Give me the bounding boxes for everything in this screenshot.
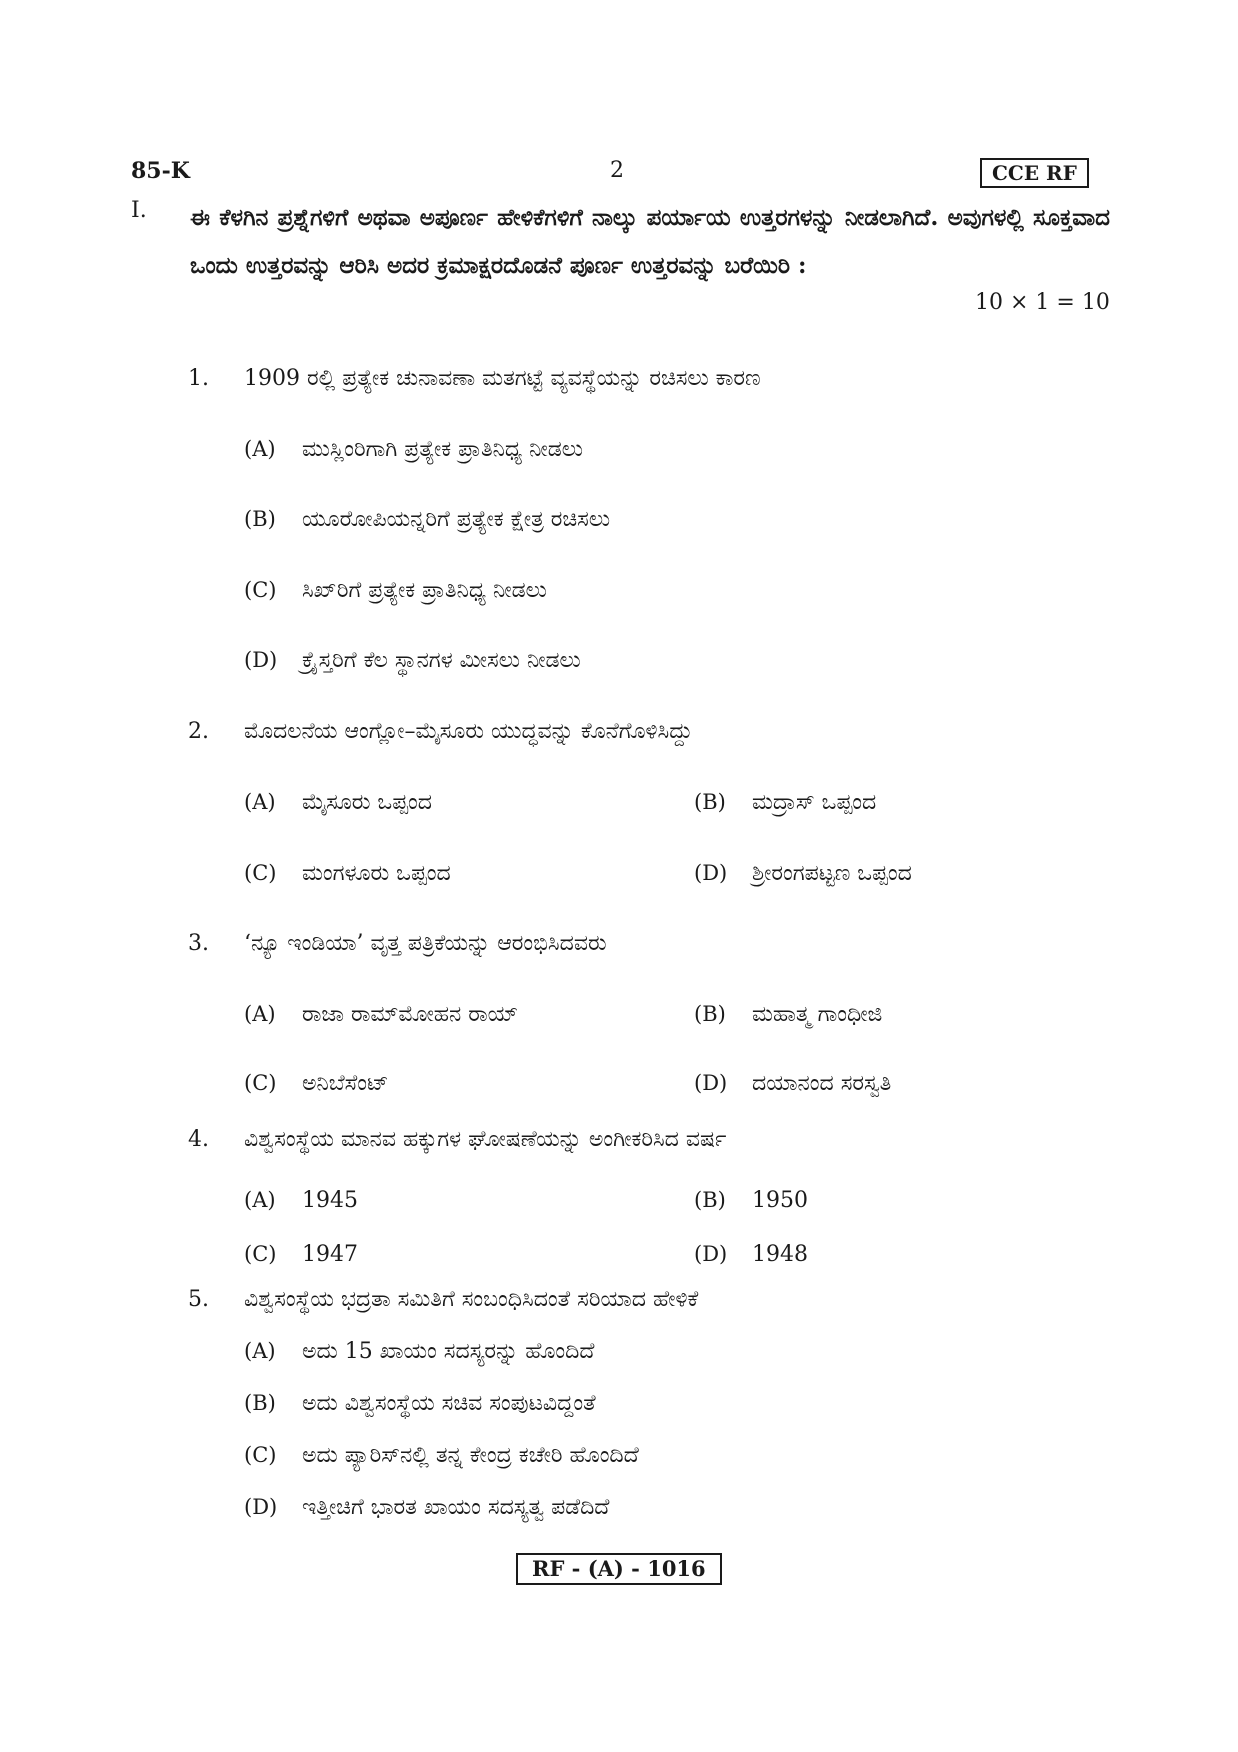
cce-badge: CCE RF <box>980 158 1089 188</box>
option-label: (A) <box>244 1188 276 1212</box>
question-text: ವಿಶ್ವಸಂಸ್ಥೆಯ ಭದ್ರತಾ ಸಮಿತಿಗೆ ಸಂಬಂಧಿಸಿದಂತೆ ಸರಿಯಾದ ಹೇಳಿಕೆ <box>244 1287 699 1312</box>
option-text: ಅದು ಪ್ಯಾರಿಸ್‌ನಲ್ಲಿ ತನ್ನ ಕೇಂದ್ರ ಕಚೇರಿ ಹೊಂದಿದೆ <box>302 1443 639 1468</box>
question-number: 1. <box>188 366 209 391</box>
option-label: (B) <box>694 1188 726 1212</box>
option-label: (B) <box>694 1002 726 1026</box>
question-number: 2. <box>188 719 209 744</box>
option-text: ಶ್ರೀರಂಗಪಟ್ಟಣ ಒಪ್ಪಂದ <box>752 861 912 886</box>
option-text: 1947 <box>302 1242 358 1267</box>
footer-code: RF - (A) - 1016 <box>516 1553 722 1585</box>
option-label: (D) <box>694 1242 728 1266</box>
option-text: 1950 <box>752 1188 808 1213</box>
section-marks: 10 × 1 = 10 <box>975 290 1110 315</box>
option-label: (B) <box>244 1391 276 1415</box>
option-text: ಕ್ರೈಸ್ತರಿಗೆ ಕೆಲ ಸ್ಥಾನಗಳ ಮೀಸಲು ನೀಡಲು <box>302 648 581 673</box>
paper-code: 85-K <box>131 158 190 184</box>
question-text: ಮೊದಲನೆಯ ಆಂಗ್ಲೋ–ಮೈಸೂರು ಯುದ್ಧವನ್ನು ಕೊನೆಗೊಳಿಸಿದ್ದು <box>244 719 693 744</box>
option-label: (D) <box>694 1071 728 1095</box>
option-text: ಮುಸ್ಲಿಂರಿಗಾಗಿ ಪ್ರತ್ಯೇಕ ಪ್ರಾತಿನಿಧ್ಯ ನೀಡಲು <box>302 437 583 462</box>
option-text: ಮಹಾತ್ಮ ಗಾಂಧೀಜಿ <box>752 1002 883 1027</box>
option-text: ಮಂಗಳೂರು ಒಪ್ಪಂದ <box>302 861 451 886</box>
option-label: (A) <box>244 1002 276 1026</box>
option-label: (C) <box>244 861 277 885</box>
option-label: (A) <box>244 790 276 814</box>
section-instruction: ಈ ಕೆಳಗಿನ ಪ್ರಶ್ನೆಗಳಿಗೆ ಅಥವಾ ಅಪೂರ್ಣ ಹೇಳಿಕೆಗಳಿಗೆ ನಾಲ್ಕು ಪರ್ಯಾಯ ಉತ್ತರಗಳನ್ನು ನೀಡಲಾಗಿದೆ. ಅವುಗಳಲ್ಲಿ ಸೂಕ್ತವಾದ ಒಂದು ಉತ್ತರವನ್ನು ಆರಿಸಿ ಅದರ ಕ್ರಮಾಕ್ಷರದೊಡನೆ ಪೂರ್ಣ ಉತ್ತರವನ್ನು ಬರೆಯಿರಿ : <box>190 204 1110 279</box>
option-text: ಮದ್ರಾಸ್ ಒಪ್ಪಂದ <box>752 790 877 815</box>
option-text: ಅದು ವಿಶ್ವಸಂಸ್ಥೆಯ ಸಚಿವ ಸಂಪುಟವಿದ್ದಂತೆ <box>302 1391 596 1416</box>
question-text: ‘ನ್ಯೂ ಇಂಡಿಯಾ’ ವೃತ್ತ ಪತ್ರಿಕೆಯನ್ನು ಆರಂಭಿಸಿದವರು <box>244 931 607 956</box>
option-text: 1945 <box>302 1188 358 1213</box>
section-number: I. <box>131 198 147 223</box>
question-number: 4. <box>188 1127 209 1152</box>
option-label: (C) <box>244 1443 277 1467</box>
option-label: (C) <box>244 578 277 602</box>
option-label: (B) <box>244 507 276 531</box>
option-label: (D) <box>244 1495 278 1519</box>
option-text: ಸಿಖ್‌ರಿಗೆ ಪ್ರತ್ಯೇಕ ಪ್ರಾತಿನಿಧ್ಯ ನೀಡಲು <box>302 578 547 603</box>
option-label: (A) <box>244 1339 276 1363</box>
option-label: (B) <box>694 790 726 814</box>
option-text: ಯೂರೋಪಿಯನ್ನರಿಗೆ ಪ್ರತ್ಯೇಕ ಕ್ಷೇತ್ರ ರಚಿಸಲು <box>302 507 611 532</box>
question-text: 1909 ರಲ್ಲಿ ಪ್ರತ್ಯೇಕ ಚುನಾವಣಾ ಮತಗಟ್ಟೆ ವ್ಯವಸ್ಥೆಯನ್ನು ರಚಿಸಲು ಕಾರಣ <box>244 366 761 391</box>
option-text: ಮೈಸೂರು ಒಪ್ಪಂದ <box>302 790 432 815</box>
option-label: (D) <box>244 648 278 672</box>
option-text: ಅನಿಬೆಸೆಂಟ್ <box>302 1071 389 1096</box>
option-text: ಇತ್ತೀಚಿಗೆ ಭಾರತ ಖಾಯಂ ಸದಸ್ಯತ್ವ ಪಡೆದಿದೆ <box>302 1495 610 1520</box>
page-number: 2 <box>610 158 624 183</box>
option-label: (C) <box>244 1242 277 1266</box>
question-text: ವಿಶ್ವಸಂಸ್ಥೆಯ ಮಾನವ ಹಕ್ಕುಗಳ ಘೋಷಣೆಯನ್ನು ಅಂಗೀಕರಿಸಿದ ವರ್ಷ <box>244 1127 727 1152</box>
option-text: ರಾಜಾ ರಾಮ್‌ಮೋಹನ ರಾಯ್ <box>302 1002 519 1027</box>
option-label: (D) <box>694 861 728 885</box>
question-number: 5. <box>188 1287 209 1312</box>
question-number: 3. <box>188 931 209 956</box>
option-text: ದಯಾನಂದ ಸರಸ್ವತಿ <box>752 1071 892 1096</box>
option-text: ಅದು 15 ಖಾಯಂ ಸದಸ್ಯರನ್ನು ಹೊಂದಿದೆ <box>302 1339 595 1364</box>
option-text: 1948 <box>752 1242 808 1267</box>
option-label: (C) <box>244 1071 277 1095</box>
option-label: (A) <box>244 437 276 461</box>
